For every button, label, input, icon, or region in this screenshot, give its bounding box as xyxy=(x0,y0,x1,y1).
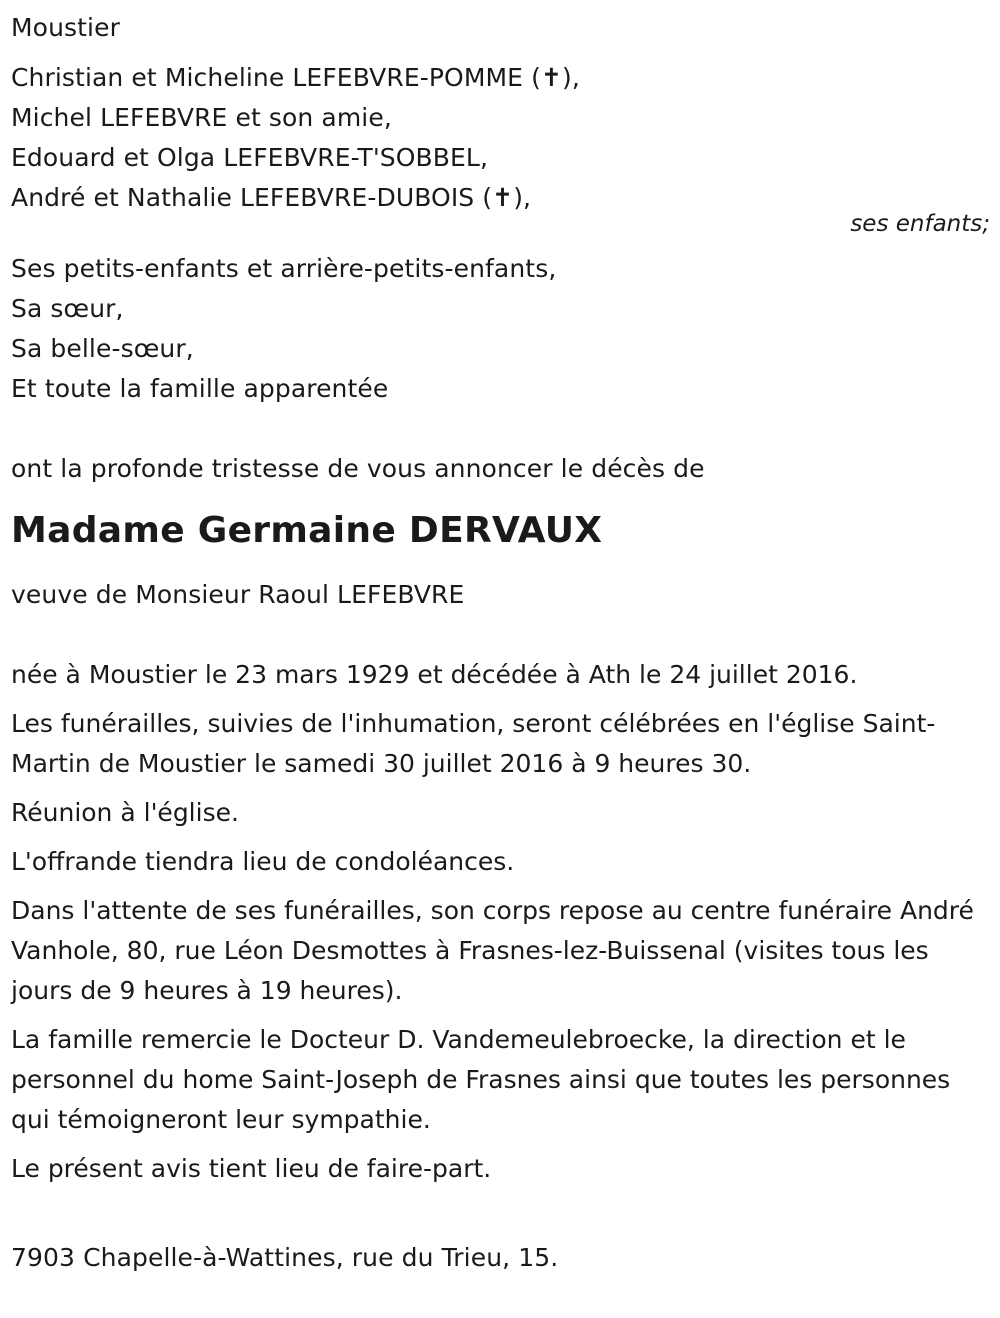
announcement: ont la profonde tristesse de vous annoncer le décès de xyxy=(11,454,705,483)
gap xyxy=(11,48,991,58)
funeral-paragraph: Les funérailles, suivies de l'inhumation, seront célébrées en l'église Saint-Martin de Moustier le samedi 30 juillet 2016 à 9 heures 30. xyxy=(11,709,936,778)
gap xyxy=(11,1198,991,1238)
family-list xyxy=(11,249,991,409)
children-list xyxy=(11,58,991,218)
thanks-paragraph: La famille remercie le Docteur D. Vandemeulebroecke, la direction et le personnel du home Saint-Joseph de Frasnes ainsi que toutes les personnes qui témoigneront leur sympathie. xyxy=(11,1025,951,1134)
repose-paragraph: Dans l'attente de ses funérailles, son corps repose au centre funéraire André Vanhole, 80, rue Léon Desmottes à Frasnes-lez-Buissenal (visites tous les jours de 9 heures à 19 heures). xyxy=(11,896,974,1005)
family-line: Et toute la famille apparentée xyxy=(11,374,389,403)
child-line: Michel LEFEBVRE et son amie, xyxy=(11,103,392,132)
address: 7903 Chapelle-à-Wattines, rue du Trieu, 15. xyxy=(11,1243,559,1272)
gap xyxy=(11,409,991,449)
meeting-paragraph: Réunion à l'église. xyxy=(11,798,239,827)
death-notice xyxy=(11,8,991,1278)
child-line: Christian et Micheline LEFEBVRE-POMME (✝), xyxy=(11,63,580,92)
family-line: Ses petits-enfants et arrière-petits-enfants, xyxy=(11,254,557,283)
child-line: Edouard et Olga LEFEBVRE-T'SOBBEL, xyxy=(11,143,489,172)
place-line: Moustier xyxy=(11,13,120,42)
offering-paragraph: L'offrande tiendra lieu de condoléances. xyxy=(11,847,515,876)
faire-part-paragraph: Le présent avis tient lieu de faire-part. xyxy=(11,1154,492,1183)
gap xyxy=(11,615,991,655)
child-line: André et Nathalie LEFEBVRE-DUBOIS (✝), xyxy=(11,183,532,212)
family-line: Sa belle-sœur, xyxy=(11,334,194,363)
birth-death: née à Moustier le 23 mars 1929 et décédée à Ath le 24 juillet 2016. xyxy=(11,660,858,689)
children-label: ses enfants; xyxy=(850,211,990,237)
family-line: Sa sœur, xyxy=(11,294,124,323)
deceased-name: Madame Germaine DERVAUX xyxy=(11,510,603,551)
widow-of: veuve de Monsieur Raoul LEFEBVRE xyxy=(11,580,465,609)
